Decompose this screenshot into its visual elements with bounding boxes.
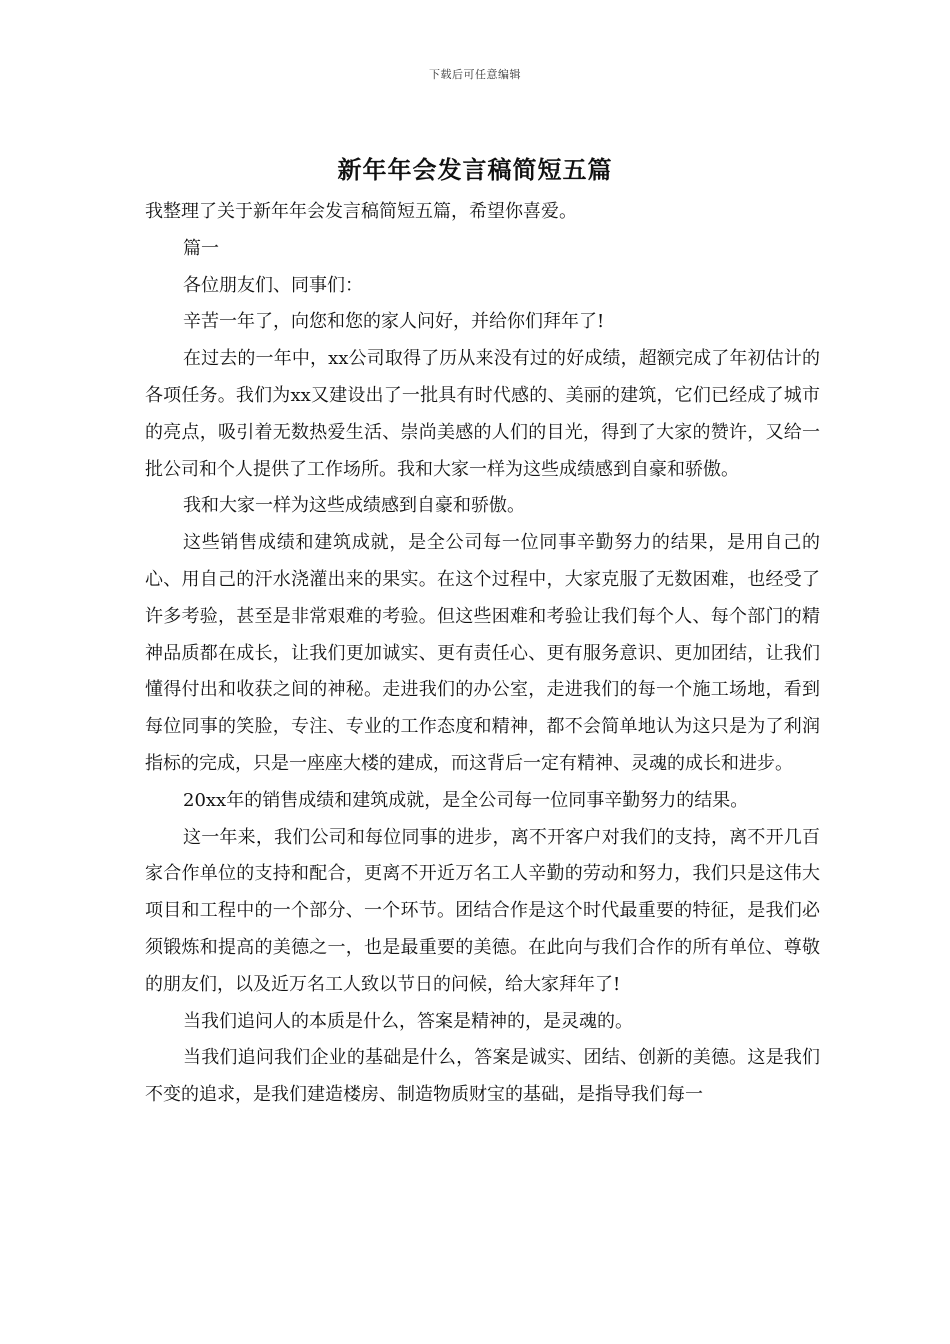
document-title: 新年年会发言稿简短五篇 [337,155,613,184]
body-paragraph: 我和大家一样为这些成绩感到自豪和骄傲。 [183,495,525,517]
body-paragraph: 当我们追问人的本质是什么，答案是精神的，是灵魂的。 [183,1010,633,1032]
body-paragraph: 各位朋友们、同事们： [183,274,363,296]
body-paragraph: 这一年来，我们公司和每位同事的进步，离不开客户对我们的支持，离不开几百家合作单位的支持和配合，更离不开近万名工人辛勤的劳动和努力，我们只是这伟大项目和工程中的一个部分、一个环节。团结合作是这个时代最重要的特征，是我们必须锻炼和提高的美德之一，也是最重要的美德。在此向与我们合作的所有单位、尊敬的朋友们，以及近万名工人致以节日的问候，给大家拜年了! [145,826,820,995]
header-note: 下载后可任意编辑 [429,68,521,81]
document-body [145,194,820,1114]
intro-paragraph: 我整理了关于新年年会发言稿简短五篇，希望你喜爱。 [145,201,577,222]
body-paragraph: 这些销售成绩和建筑成就，是全公司每一位同事辛勤努力的结果，是用自己的心、用自己的汗水浇灌出来的果实。在这个过程中，大家克服了无数困难，也经受了许多考验，甚至是非常艰难的考验。但这些困难和考验让我们每个人、每个部门的精神品质都在成长，让我们更加诚实、更有责任心、更有服务意识、更加团结，让我们懂得付出和收获之间的神秘。走进我们的办公室，走进我们的每一个施工场地，看到每位同事的笑脸，专注、专业的工作态度和精神，都不会简单地认为这只是为了利润指标的完成，只是一座座大楼的建成，而这背后一定有精神、灵魂的成长和进步。 [145,532,820,774]
body-paragraph: 在过去的一年中，xx公司取得了历从来没有过的好成绩，超额完成了年初估计的各项任务。我们为xx又建设出了一批具有时代感的、美丽的建筑，它们已经成了城市的亮点，吸引着无数热爱生活、崇尚美感的人们的目光，得到了大家的赞许，又给一批公司和个人提供了工作场所。我和大家一样为这些成绩感到自豪和骄傲。 [145,348,820,480]
body-paragraph: 当我们追问我们企业的基础是什么，答案是诚实、团结、创新的美德。这是我们不变的追求，是我们建造楼房、制造物质财宝的基础，是指导我们每一 [145,1047,820,1106]
section-heading: 篇一 [183,237,219,259]
body-paragraph: 辛苦一年了，向您和您的家人问好，并给你们拜年了! [183,311,605,333]
body-paragraph: 20xx年的销售成绩和建筑成就，是全公司每一位同事辛勤努力的结果。 [183,789,749,811]
